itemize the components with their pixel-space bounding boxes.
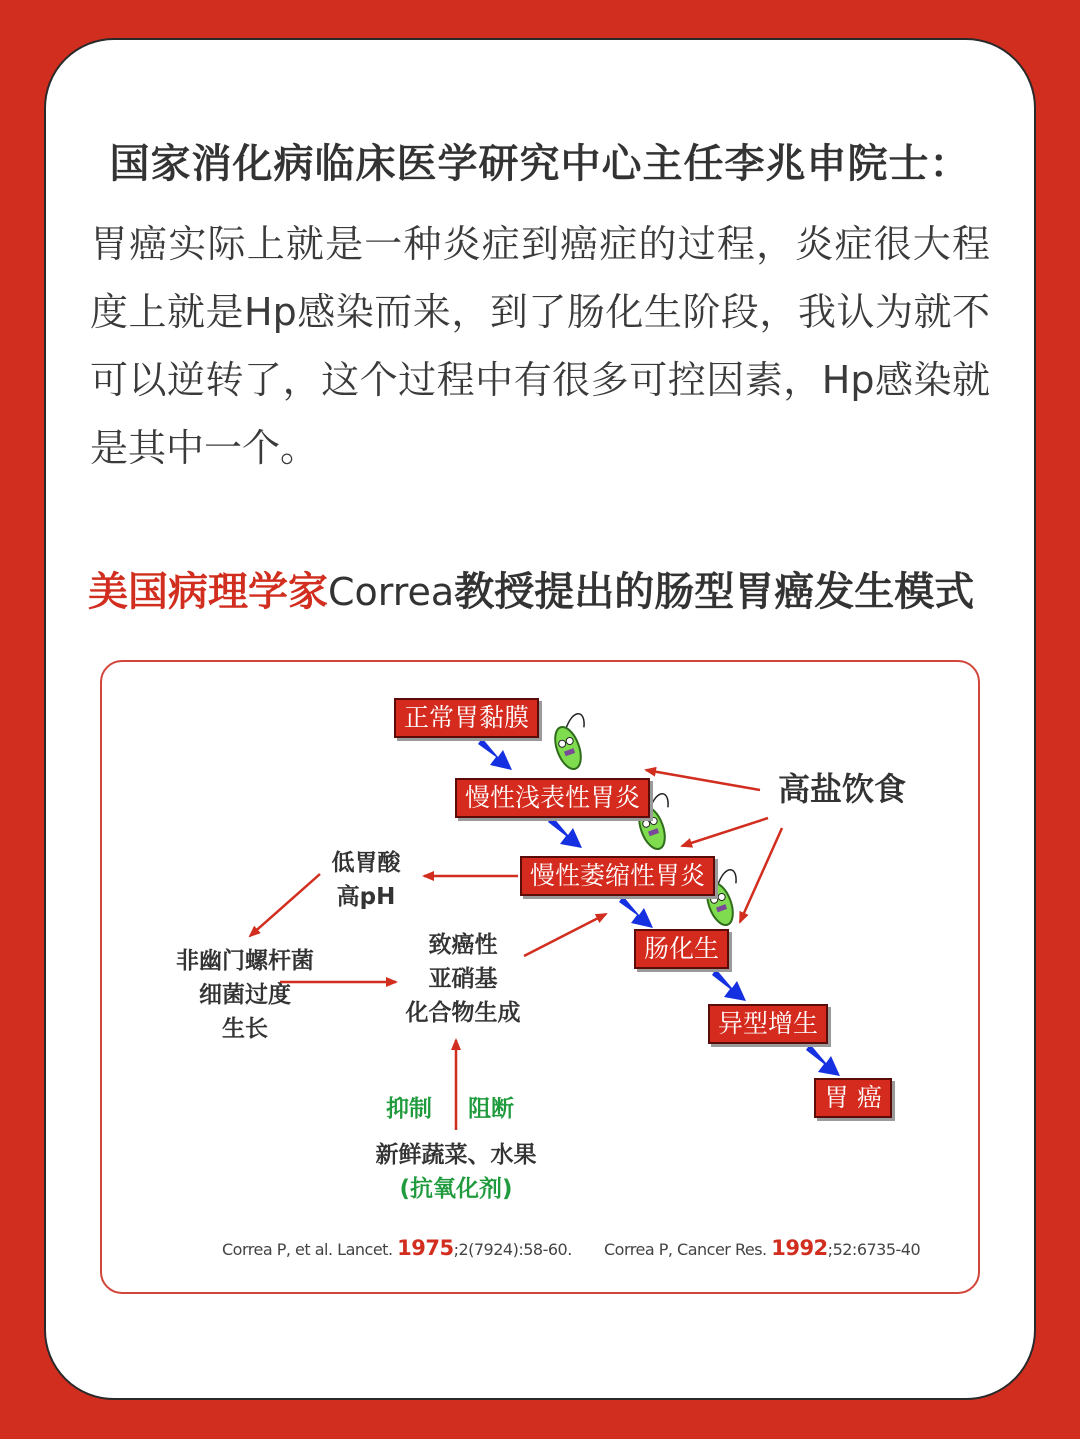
citation-2-suffix: ;52:6735-40	[827, 1240, 921, 1259]
blue-arrow-5	[806, 1044, 840, 1076]
fresh-produce-line: 新鲜蔬菜、水果	[375, 1142, 537, 1168]
citation-1-year: 1975	[397, 1236, 454, 1260]
low-acid-line-2: 高pH	[336, 884, 396, 910]
arrow-salt-to-superficial	[646, 770, 760, 790]
citation-2-year: 1992	[771, 1236, 828, 1260]
nitroso-line-1: 致癌性	[428, 932, 498, 958]
arrow-salt-to-metaplasia	[740, 828, 782, 922]
quote-text: 胃癌实际上就是一种炎症到癌症的过程，炎症很大程度上就是Hp感染而来，到了肠化生阶段，我认为就不可以逆转了，这个过程中有很多可控因素，Hp感染就是其中一个。	[90, 222, 990, 470]
bacteria-line-2: 细菌过度	[199, 982, 291, 1008]
heading-rest: 教授提出的肠型胃癌发生模式	[454, 569, 975, 615]
bacteria-line-3: 生长	[222, 1016, 268, 1042]
bacterium-icon-1	[548, 712, 599, 772]
arrow-lowacid-to-bacteria	[250, 874, 320, 936]
blue-arrow-4	[712, 969, 746, 1001]
nitroso-line-3: 化合物生成	[405, 1000, 521, 1026]
page-title: 国家消化病临床医学研究中心主任李兆申院士：	[109, 141, 971, 187]
blue-arrow-1	[478, 738, 512, 770]
stage-dysplasia: 异型增生	[708, 1004, 828, 1044]
nitroso-compound-label	[388, 928, 538, 1030]
citation-2	[604, 1236, 920, 1260]
stage-intestinal-metaplasia: 肠化生	[634, 929, 729, 969]
low-acid-line-1: 低胃酸	[331, 850, 401, 876]
blue-arrow-3	[619, 896, 653, 928]
fresh-produce-label	[356, 1138, 556, 1206]
high-salt-diet: 高盐饮食	[778, 770, 907, 808]
citation-1	[222, 1236, 572, 1260]
arrow-salt-to-atrophic	[682, 818, 768, 846]
block-label: 阻断	[468, 1096, 514, 1122]
bacteria-overgrowth-label	[160, 944, 330, 1046]
stage-normal-mucosa: 正常胃黏膜	[394, 698, 539, 738]
blue-arrow-2	[548, 816, 582, 848]
stage-atrophic-gastritis: 慢性萎缩性胃炎	[520, 856, 715, 896]
heading-accent: 美国病理学家	[88, 569, 328, 615]
low-acid-label	[316, 846, 416, 914]
citation-1-prefix: Correa P, et al. Lancet.	[222, 1240, 398, 1259]
antioxidant-line: (抗氧化剂)	[399, 1176, 513, 1202]
citation-1-suffix: ;2(7924):58-60.	[453, 1240, 572, 1259]
inhibit-label: 抑制	[386, 1096, 432, 1122]
heading-latin: Correa	[328, 570, 455, 614]
stage-gastric-cancer: 胃 癌	[814, 1078, 892, 1118]
stage-superficial-gastritis: 慢性浅表性胃炎	[455, 778, 650, 818]
citation-2-prefix: Correa P, Cancer Res.	[604, 1240, 772, 1259]
bacteria-line-1: 非幽门螺杆菌	[176, 948, 314, 974]
nitroso-line-2: 亚硝基	[428, 966, 498, 992]
